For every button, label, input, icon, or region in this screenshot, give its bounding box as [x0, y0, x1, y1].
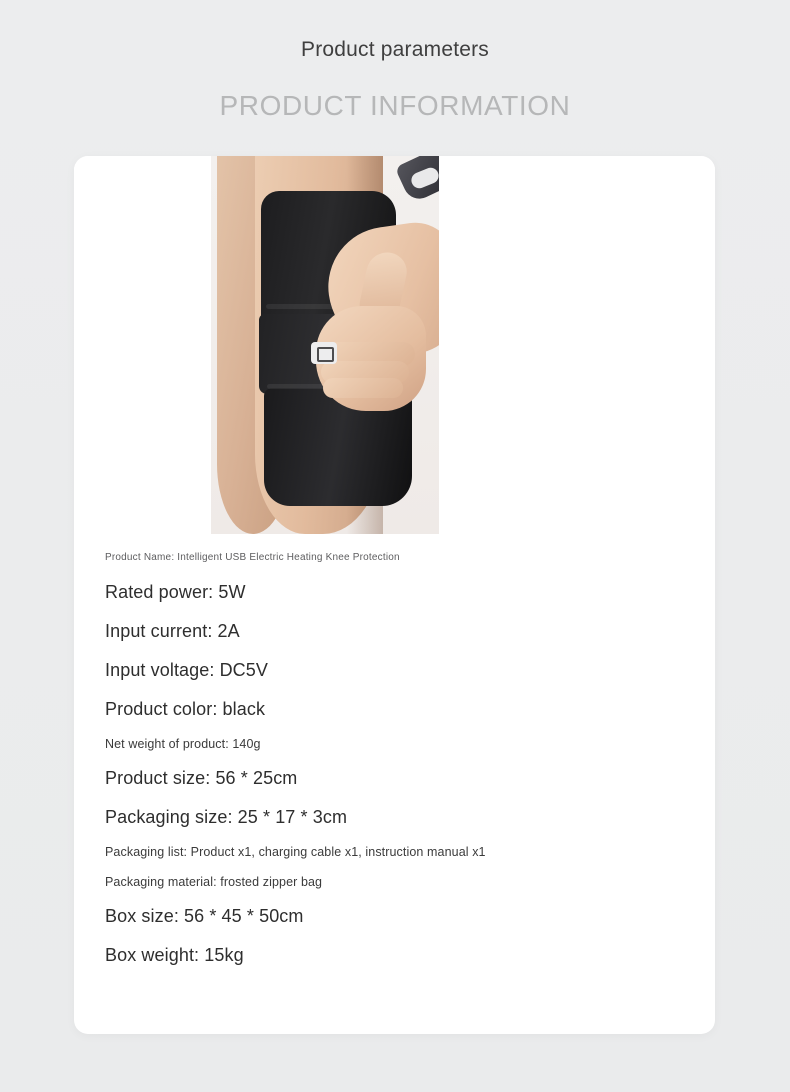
list-item: Packaging material: frosted zipper bag — [105, 875, 323, 889]
list-item: Rated power: 5W — [105, 582, 246, 602]
list-item: Packaging size: 25 * 17 * 3cm — [105, 807, 348, 827]
product-info-card — [74, 156, 715, 1034]
list-item: Net weight of product: 140g — [105, 737, 261, 751]
list-item: Input voltage: DC5V — [105, 660, 268, 680]
power-button-icon — [311, 342, 337, 364]
product-name-line: Product Name: Intelligent USB Electric Heating Knee Protection — [105, 552, 400, 563]
list-item: Packaging list: Product x1, charging cable x1, instruction manual x1 — [105, 845, 486, 859]
list-item: Product size: 56 * 25cm — [105, 768, 298, 788]
page-subtitle: PRODUCT INFORMATION — [219, 90, 571, 121]
list-item: Box size: 56 * 45 * 50cm — [105, 906, 304, 926]
finger-shape — [323, 378, 403, 398]
page-title: Product parameters — [300, 38, 490, 61]
list-item: Input current: 2A — [105, 621, 240, 641]
spec-list — [74, 563, 715, 975]
list-item: Box weight: 15kg — [105, 945, 244, 965]
list-item: Product color: black — [105, 699, 266, 719]
knee-brace-photo — [211, 156, 439, 534]
product-image-container — [74, 156, 715, 534]
product-specs-section — [74, 534, 715, 975]
